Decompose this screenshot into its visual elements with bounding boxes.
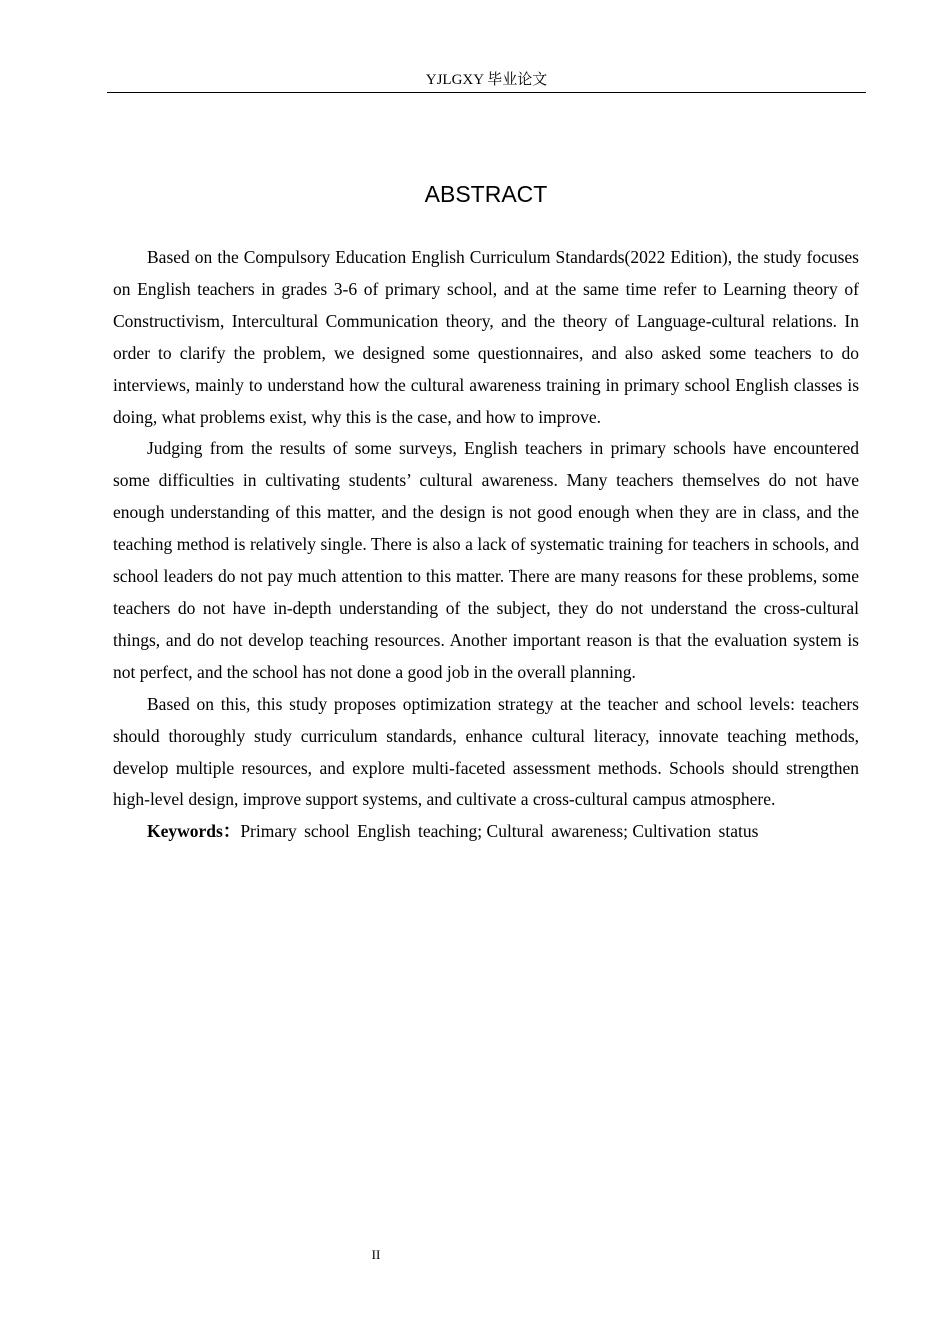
keywords-line [113, 816, 859, 848]
running-header [107, 70, 866, 93]
abstract-title: ABSTRACT [424, 181, 548, 207]
keyword-1: Primary school English teaching; [240, 821, 483, 842]
abstract-body [113, 242, 859, 848]
running-header-title: YJLGXY 毕业论文 [425, 72, 548, 88]
abstract-paragraph-3: Based on this, this study proposes optimization strategy at the teacher and school levels: teachers should thoroughly study curriculum standards, enhance cultural literacy, innovate teaching methods, develop multiple resources, and explore multi-faceted assessment methods. Schools should strengthen high-level design, improve support systems, and cultivate a cross-cultural campus atmosphere. [113, 693, 859, 810]
keyword-2: Cultural awareness; [486, 821, 629, 842]
page-number: II [371, 1247, 381, 1262]
keyword-3: Cultivation status [632, 821, 759, 842]
keywords-label: Keywords： [147, 821, 241, 842]
abstract-paragraph-2: Judging from the results of some surveys, English teachers in primary schools have encountered some difficulties in cultivating students’ cultural awareness. Many teachers themselves do not have enough understanding of this matter, and the design is not good enough when they are in class, and the teaching method is relatively single. There is also a lack of systematic training for teachers in schools, and school leaders do not pay much attention to this matter. There are many reasons for these problems, some teachers do not have in-depth understanding of the subject, they do not understand the cross-cultural things, and do not develop teaching resources. Another important reason is that the evaluation system is not perfect, and the school has not done a good job in the overall planning. [113, 438, 859, 682]
abstract-paragraph-1: Based on the Compulsory Education English Curriculum Standards(2022 Edition), the study focuses on English teachers in grades 3-6 of primary school, and at the same time refer to Learning theory of Constructivism, Intercultural Communication theory, and the theory of Language-cultural relations. In order to clarify the problem, we designed some questionnaires, and also asked some teachers to do interviews, mainly to understand how the cultural awareness training in primary school English classes is doing, what problems exist, why this is the case, and how to improve. [113, 247, 859, 427]
